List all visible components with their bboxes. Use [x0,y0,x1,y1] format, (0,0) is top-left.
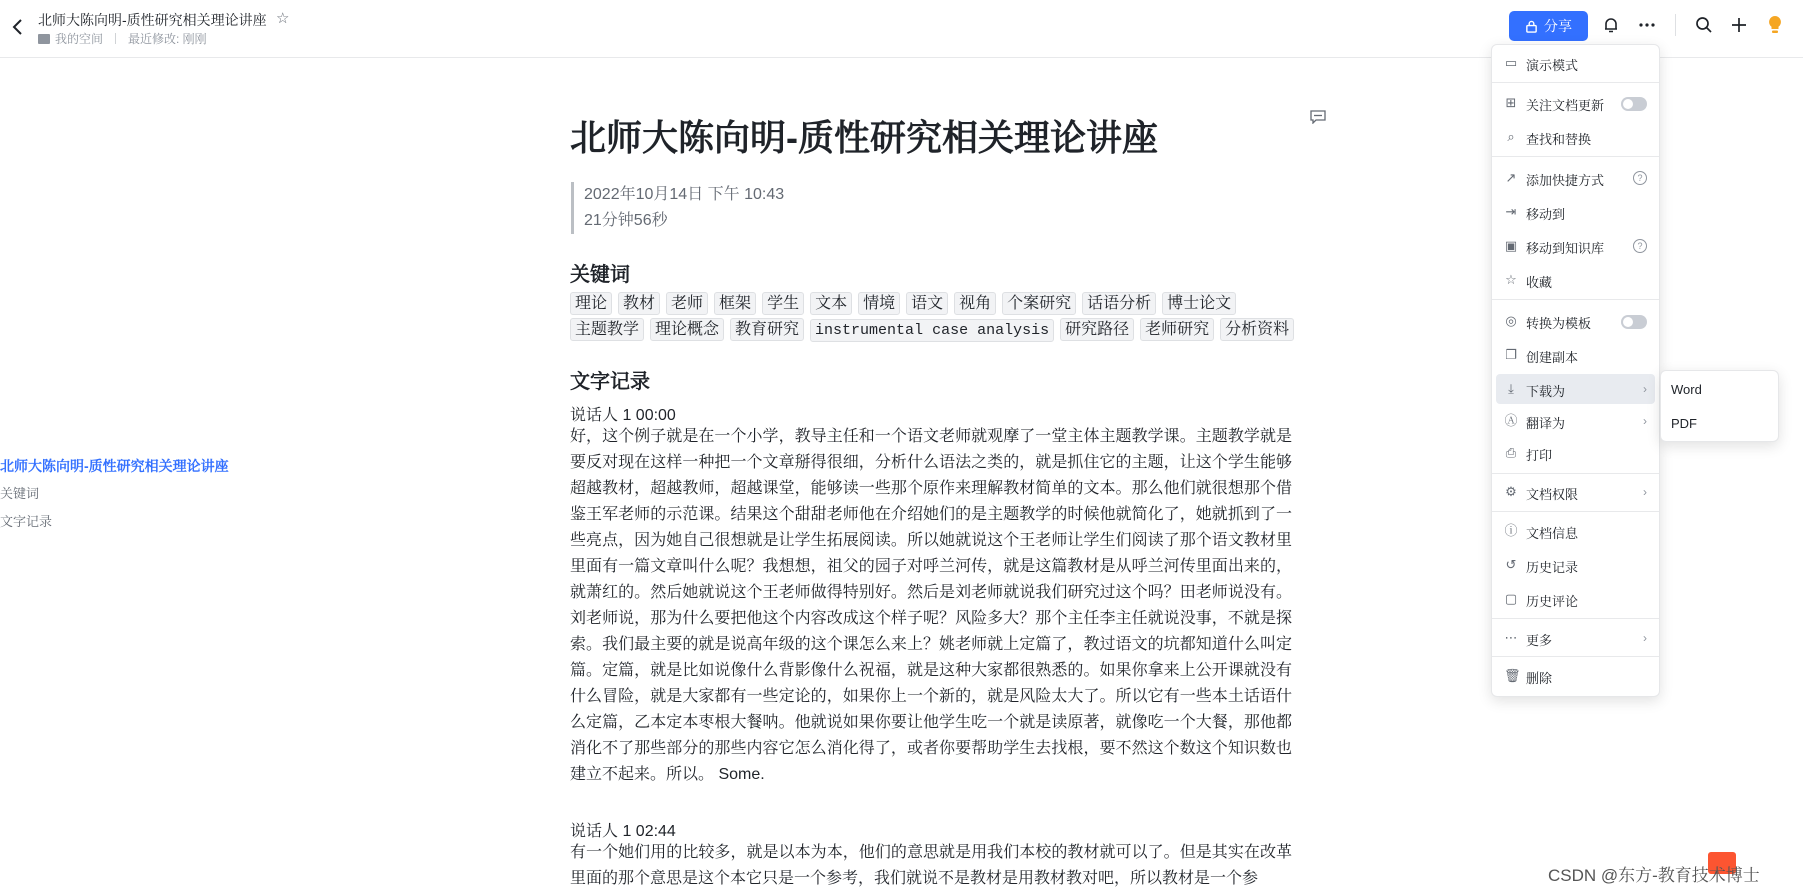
more-icon: ⋯ [1504,630,1518,645]
menu-item-move-to[interactable] [1492,197,1659,227]
menu-item-label: 翻译为 [1526,416,1566,431]
gear-icon: ⚙ [1505,484,1517,499]
menu-item-comment-history[interactable] [1492,584,1659,614]
divider [115,33,116,44]
menu-item-history[interactable] [1492,550,1659,580]
menu-divider [1492,511,1659,512]
menu-item-convert-template[interactable] [1492,306,1659,336]
star-icon: ☆ [1505,272,1517,287]
menu-item-label: 更多 [1526,633,1553,648]
chevron-right-icon: › [1643,631,1647,645]
menu-item-find-replace[interactable] [1492,122,1659,152]
keyword-tag[interactable]: 学生 [762,292,804,315]
template-toggle[interactable] [1621,315,1647,329]
outline-item-transcript[interactable]: 文字记录 [0,514,53,529]
transcript-paragraph: 好，这个例子就是在一个小学，教导主任和一个语文老师就观摩了一堂主体主题教学课。主题教学就是要反对现在这样一种把一个文章掰得很细，分析什么语法之类的，就是抓住它的主题，让这个学生能够超越教材，超越教师，超越课堂，能够读一些那个原作来理解教材简单的文本。那么他们就很想那个借鉴王军老师的示范课。结果这个甜甜老师他在介绍她们的是主题教学的时候他就简化了，她就抓到了一些亮点，因为她自己很想就是让学生拓展阅读。所以她就说这个王老师让学生们阅读了那个语文教材里里面有一篇文章叫什么呢？我想想，祖父的园子对呼兰河传，就是这篇教材是从呼兰河传里面出来的，就萧红的。然后她就说这个王老师做得特别好。然后是刘老师就说我们研究过这个吗？田老师说没有。刘老师说，那为什么要把他这个内容改成这个样子呢？风险多大？那个主任李主任就说没事，不就是探索。我们最主要的就是说高年级的这个课怎么来上？姚老师就上定篇了，教过语文的坑都知道什么叫定篇。定篇，就是比如说像什么背影像什么祝福，就是这种大家都很熟悉的。如果你拿来上公开课就没有什么冒险，就是大家都有一些定论的，如果你上一个新的，就是风险太大了。所以它有一些本土话语什么定篇，乙本定本枣根大餐呐。他就说如果你要让他学生吃一个就是读原著，就像吃一个大餐，那他都消化不了那些部分的那些内容它怎么消化得了，或者你要帮助学生去找根，要不然这个数这个知识数也建立不起来。所以。 Some. [570,428,1292,783]
outline-item-title[interactable]: 北师大陈向明-质性研究相关理论讲座 [0,458,229,474]
menu-item-print[interactable] [1492,438,1659,468]
download-icon: ⤓ [1508,381,1514,396]
keyword-tag[interactable]: 语文 [906,292,948,315]
keyword-tag[interactable]: 视角 [954,292,996,315]
wiki-icon: ▣ [1504,238,1518,253]
menu-divider [1492,656,1659,657]
menu-item-move-to-wiki[interactable] [1492,231,1659,261]
menu-divider [1492,618,1659,619]
share-label: 分享 [1544,18,1572,34]
transcript-heading: 文字记录 [570,371,650,393]
menu-divider [1492,82,1659,83]
document-meta [571,182,784,234]
menu-item-label: 查找和替换 [1526,132,1592,147]
star-icon[interactable]: ☆ [276,10,290,27]
location-link[interactable]: 我的空间 [55,32,104,46]
csdn-watermark: CSDN @东方-教育技术博士 [1548,866,1760,885]
menu-item-label: 转换为模板 [1526,316,1592,331]
menu-item-label: 文档权限 [1526,487,1579,502]
add-icon[interactable] [1728,14,1750,36]
menu-item-translate[interactable] [1492,406,1659,436]
menu-item-label: 移动到 [1526,207,1566,222]
keyword-tag[interactable]: 理论 [570,292,612,315]
shortcut-icon: ↗ [1505,170,1517,185]
template-icon: ◎ [1505,313,1517,328]
download-pdf[interactable]: PDF [1671,416,1697,431]
keyword-tag[interactable]: 分析资料 [1220,318,1294,341]
keywords-heading: 关键词 [570,264,630,286]
download-submenu [1660,370,1779,442]
menu-item-favorite[interactable] [1492,265,1659,295]
keyword-tag[interactable]: 情境 [858,292,900,315]
document-title-tab[interactable]: 北师大陈向明-质性研究相关理论讲座 [38,12,267,28]
menu-item-label: 收藏 [1526,275,1553,290]
keyword-tag[interactable]: 话语分析 [1082,292,1156,315]
breadcrumb [38,30,207,47]
print-icon: ⎙ [1505,445,1517,460]
keyword-tag[interactable]: 博士论文 [1162,292,1236,315]
translate-icon: Ⓐ [1504,413,1518,428]
menu-item-label: 创建副本 [1526,350,1579,365]
keyword-tag[interactable]: 教育研究 [730,318,804,341]
menu-divider [1492,473,1659,474]
last-modified: 最近修改: 刚刚 [128,32,207,46]
menu-item-label: 移动到知识库 [1526,241,1605,256]
folder-icon [38,34,50,44]
toolbar-divider [1675,14,1676,36]
menu-item-label: 下载为 [1526,384,1566,399]
find-replace-icon: ⌕ [1507,129,1515,144]
menu-item-download-as[interactable] [1496,374,1655,404]
search-icon[interactable] [1693,14,1715,36]
bell-icon[interactable] [1600,14,1622,36]
history-icon: ↺ [1505,557,1517,572]
keyword-tag[interactable]: instrumental case analysis [810,319,1054,342]
more-horizontal-icon[interactable] [1636,14,1658,36]
more-menu [1491,44,1660,697]
keyword-tag[interactable]: 文本 [810,292,852,315]
menu-item-label: 历史评论 [1526,594,1579,609]
keyword-tag[interactable]: 教材 [618,292,660,315]
menu-item-create-copy[interactable] [1492,340,1659,370]
keyword-tag[interactable]: 研究路径 [1060,318,1134,341]
keyword-tag[interactable]: 主题教学 [570,318,644,341]
chevron-right-icon: › [1643,414,1647,428]
meta-duration: 21分钟56秒 [584,212,668,229]
help-icon[interactable]: ? [1633,239,1647,253]
menu-divider [1492,156,1659,157]
chevron-right-icon: › [1643,382,1647,396]
menu-item-add-shortcut[interactable] [1492,163,1659,193]
keyword-list [570,291,1305,343]
lightbulb-icon[interactable] [1764,14,1786,36]
menu-item-delete[interactable] [1492,661,1659,691]
chevron-right-icon: › [1643,485,1647,499]
meta-date: 2022年10月14日 下午 10:43 [584,186,785,203]
lock-icon [1525,20,1538,33]
transcript-paragraph: 有一个她们用的比较多，就是以本为本，他们的意思就是用我们本校的教材就可以了。但是其实在改革里面的那个意思是这个本它只是一个参考，我们就说不是教材是用教材教对吧，所以教材是一个参 [570,844,1292,887]
menu-item-permissions[interactable] [1492,477,1659,507]
info-icon: ⓘ [1504,523,1518,538]
keyword-tag[interactable]: 个案研究 [1002,292,1076,315]
menu-item-label: 演示模式 [1526,58,1579,73]
comment-icon[interactable] [1310,110,1326,124]
menu-item-label: 文档信息 [1526,526,1579,541]
menu-item-presentation[interactable] [1492,48,1659,78]
speaker-timestamp: 说话人 1 02:44 [570,823,676,840]
menu-item-label: 删除 [1526,671,1553,686]
menu-item-doc-info[interactable] [1492,516,1659,546]
move-icon: ⇥ [1505,204,1517,219]
follow-icon: ⊞ [1505,95,1517,110]
trash-icon: 🗑 [1504,668,1521,683]
share-button[interactable] [1509,11,1588,41]
document-heading: 北师大陈向明-质性研究相关理论讲座 [570,117,1158,158]
back-arrow-icon[interactable] [6,15,30,39]
menu-item-label: 打印 [1526,448,1553,463]
keyword-tag[interactable]: 框架 [714,292,756,315]
menu-divider [1492,299,1659,300]
menu-item-more[interactable] [1492,623,1659,653]
menu-item-label: 添加快捷方式 [1526,173,1605,188]
presentation-icon: ▭ [1504,55,1518,70]
help-icon[interactable]: ? [1633,171,1647,185]
keyword-tag[interactable]: 理论概念 [650,318,724,341]
download-word[interactable]: Word [1671,382,1702,397]
keyword-tag[interactable]: 老师 [666,292,708,315]
menu-item-follow-updates[interactable] [1492,88,1659,118]
outline-item-keywords[interactable]: 关键词 [0,486,40,501]
menu-item-label: 历史记录 [1526,560,1579,575]
speaker-timestamp: 说话人 1 00:00 [570,407,676,424]
menu-item-label: 关注文档更新 [1526,98,1605,113]
follow-toggle[interactable] [1621,97,1647,111]
keyword-tag[interactable]: 老师研究 [1140,318,1214,341]
comment-history-icon: ▢ [1504,591,1518,606]
copy-icon: ❐ [1505,347,1517,362]
document-outline [0,456,229,540]
